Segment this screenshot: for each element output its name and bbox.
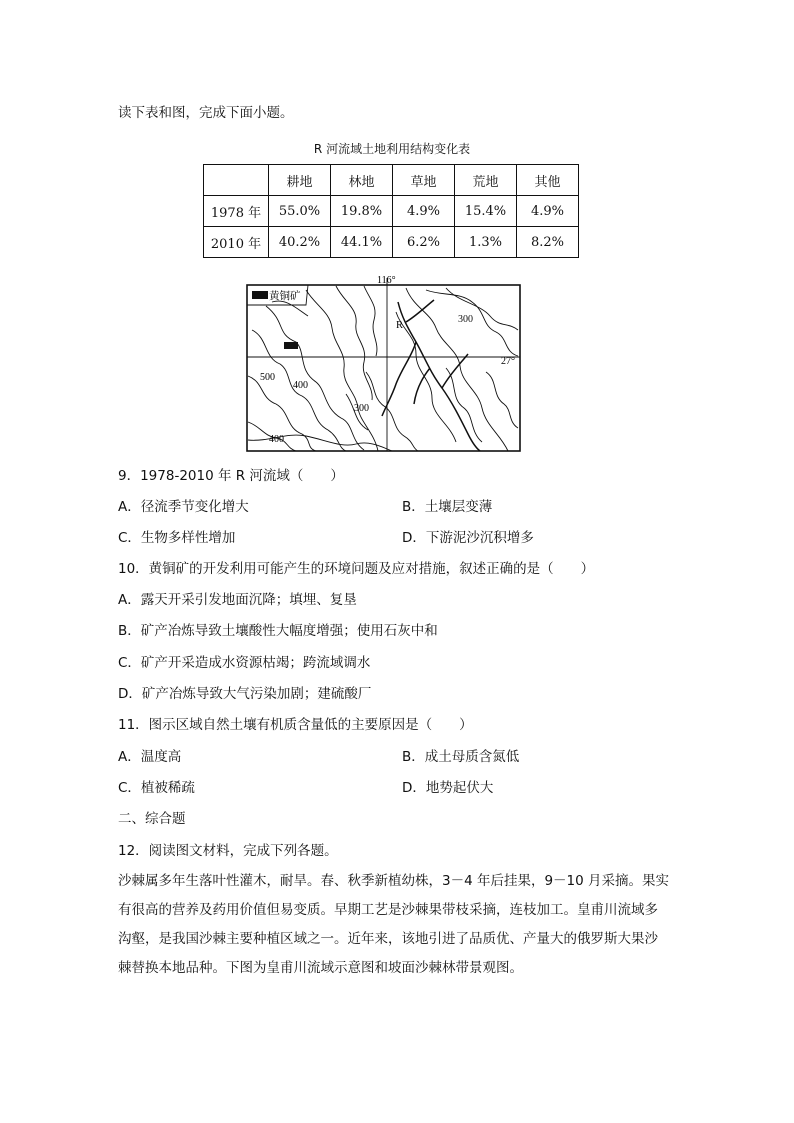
material-line: 沙棘属多年生落叶性灌木，耐旱。春、秋季新植幼株，3－4 年后挂果，9－10 月采摘。果实 bbox=[118, 873, 670, 889]
question-12-stem: 12．阅读图文材料，完成下列各题。 bbox=[118, 843, 338, 859]
table-cell: 1978 年 bbox=[204, 196, 269, 227]
table-header-cell bbox=[204, 165, 269, 196]
material-line: 有很高的营养及药用价值但易变质。早期工艺是沙棘果带枝采摘，连枝加工。皇甫川流域多 bbox=[118, 902, 658, 918]
table-cell: 2010 年 bbox=[204, 227, 269, 258]
q9-option-a[interactable]: A．径流季节变化增大 bbox=[118, 499, 249, 515]
river-label: R bbox=[396, 320, 404, 331]
table-cell: 4.9% bbox=[393, 196, 455, 227]
section-heading: 二、综合题 bbox=[118, 811, 186, 827]
table-cell: 8.2% bbox=[517, 227, 579, 258]
table-cell: 6.2% bbox=[393, 227, 455, 258]
question-9-stem: 9．1978-2010 年 R 河流域（ ） bbox=[118, 468, 344, 484]
q11-option-a[interactable]: A．温度高 bbox=[118, 749, 182, 765]
q9-option-c[interactable]: C．生物多样性增加 bbox=[118, 530, 236, 546]
table-header-cell: 草地 bbox=[393, 165, 455, 196]
q10-option-a[interactable]: A．露天开采引发地面沉降；填埋、复垦 bbox=[118, 592, 357, 608]
legend-label: 黄铜矿 bbox=[269, 290, 301, 302]
contour-label: 300 bbox=[458, 314, 473, 325]
q9-option-b[interactable]: B．土壤层变薄 bbox=[402, 499, 493, 515]
table-header-cell: 荒地 bbox=[455, 165, 517, 196]
table-header-row bbox=[204, 165, 579, 196]
table-cell: 40.2% bbox=[269, 227, 331, 258]
contour-label: 300 bbox=[354, 403, 369, 414]
table-caption-text: R 河流域土地利用结构变化表 bbox=[313, 142, 471, 156]
table-cell: 1.3% bbox=[455, 227, 517, 258]
q11-option-b[interactable]: B．成土母质含氮低 bbox=[402, 749, 520, 765]
table-caption bbox=[0, 141, 794, 157]
q11-option-c[interactable]: C．植被稀疏 bbox=[118, 780, 195, 796]
q10-option-c[interactable]: C．矿产开采造成水资源枯竭；跨流域调水 bbox=[118, 655, 371, 671]
copper-mine-marker bbox=[284, 342, 298, 349]
intro-text: 读下表和图，完成下面小题。 bbox=[118, 105, 294, 121]
table-header-cell: 林地 bbox=[331, 165, 393, 196]
question-10-stem: 10．黄铜矿的开发利用可能产生的环境问题及应对措施，叙述正确的是（ ） bbox=[118, 561, 595, 577]
question-11-stem: 11．图示区域自然土壤有机质含量低的主要原因是（ ） bbox=[118, 717, 473, 733]
table-row bbox=[204, 227, 579, 258]
contour-label: 500 bbox=[260, 372, 275, 383]
table-cell: 44.1% bbox=[331, 227, 393, 258]
table-header-cell: 其他 bbox=[517, 165, 579, 196]
contour-label: 400 bbox=[293, 380, 308, 391]
material-line: 沟壑，是我国沙棘主要种植区域之一。近年来，该地引进了品质优、产量大的俄罗斯大果沙 bbox=[118, 931, 658, 947]
land-use-table bbox=[203, 164, 579, 258]
q10-option-d[interactable]: D．矿产冶炼导致大气污染加剧；建硫酸厂 bbox=[118, 686, 372, 702]
longitude-label: 116° bbox=[377, 275, 396, 286]
table-cell: 55.0% bbox=[269, 196, 331, 227]
table-row bbox=[204, 196, 579, 227]
material-line: 棘替换本地品种。下图为皇甫川流域示意图和坡面沙棘林带景观图。 bbox=[118, 960, 523, 976]
table-cell: 19.8% bbox=[331, 196, 393, 227]
legend-ore-symbol bbox=[252, 291, 268, 299]
table-cell: 15.4% bbox=[455, 196, 517, 227]
q9-option-d[interactable]: D．下游泥沙沉积增多 bbox=[402, 530, 534, 546]
table-cell: 4.9% bbox=[517, 196, 579, 227]
contour-label: 400 bbox=[269, 434, 284, 445]
latitude-label: 27° bbox=[501, 356, 515, 367]
q10-option-b[interactable]: B．矿产冶炼导致土壤酸性大幅度增强；使用石灰中和 bbox=[118, 623, 438, 639]
question-12-material bbox=[118, 867, 678, 983]
contour-map bbox=[246, 272, 522, 454]
q11-option-d[interactable]: D．地势起伏大 bbox=[402, 780, 494, 796]
table-header-cell: 耕地 bbox=[269, 165, 331, 196]
